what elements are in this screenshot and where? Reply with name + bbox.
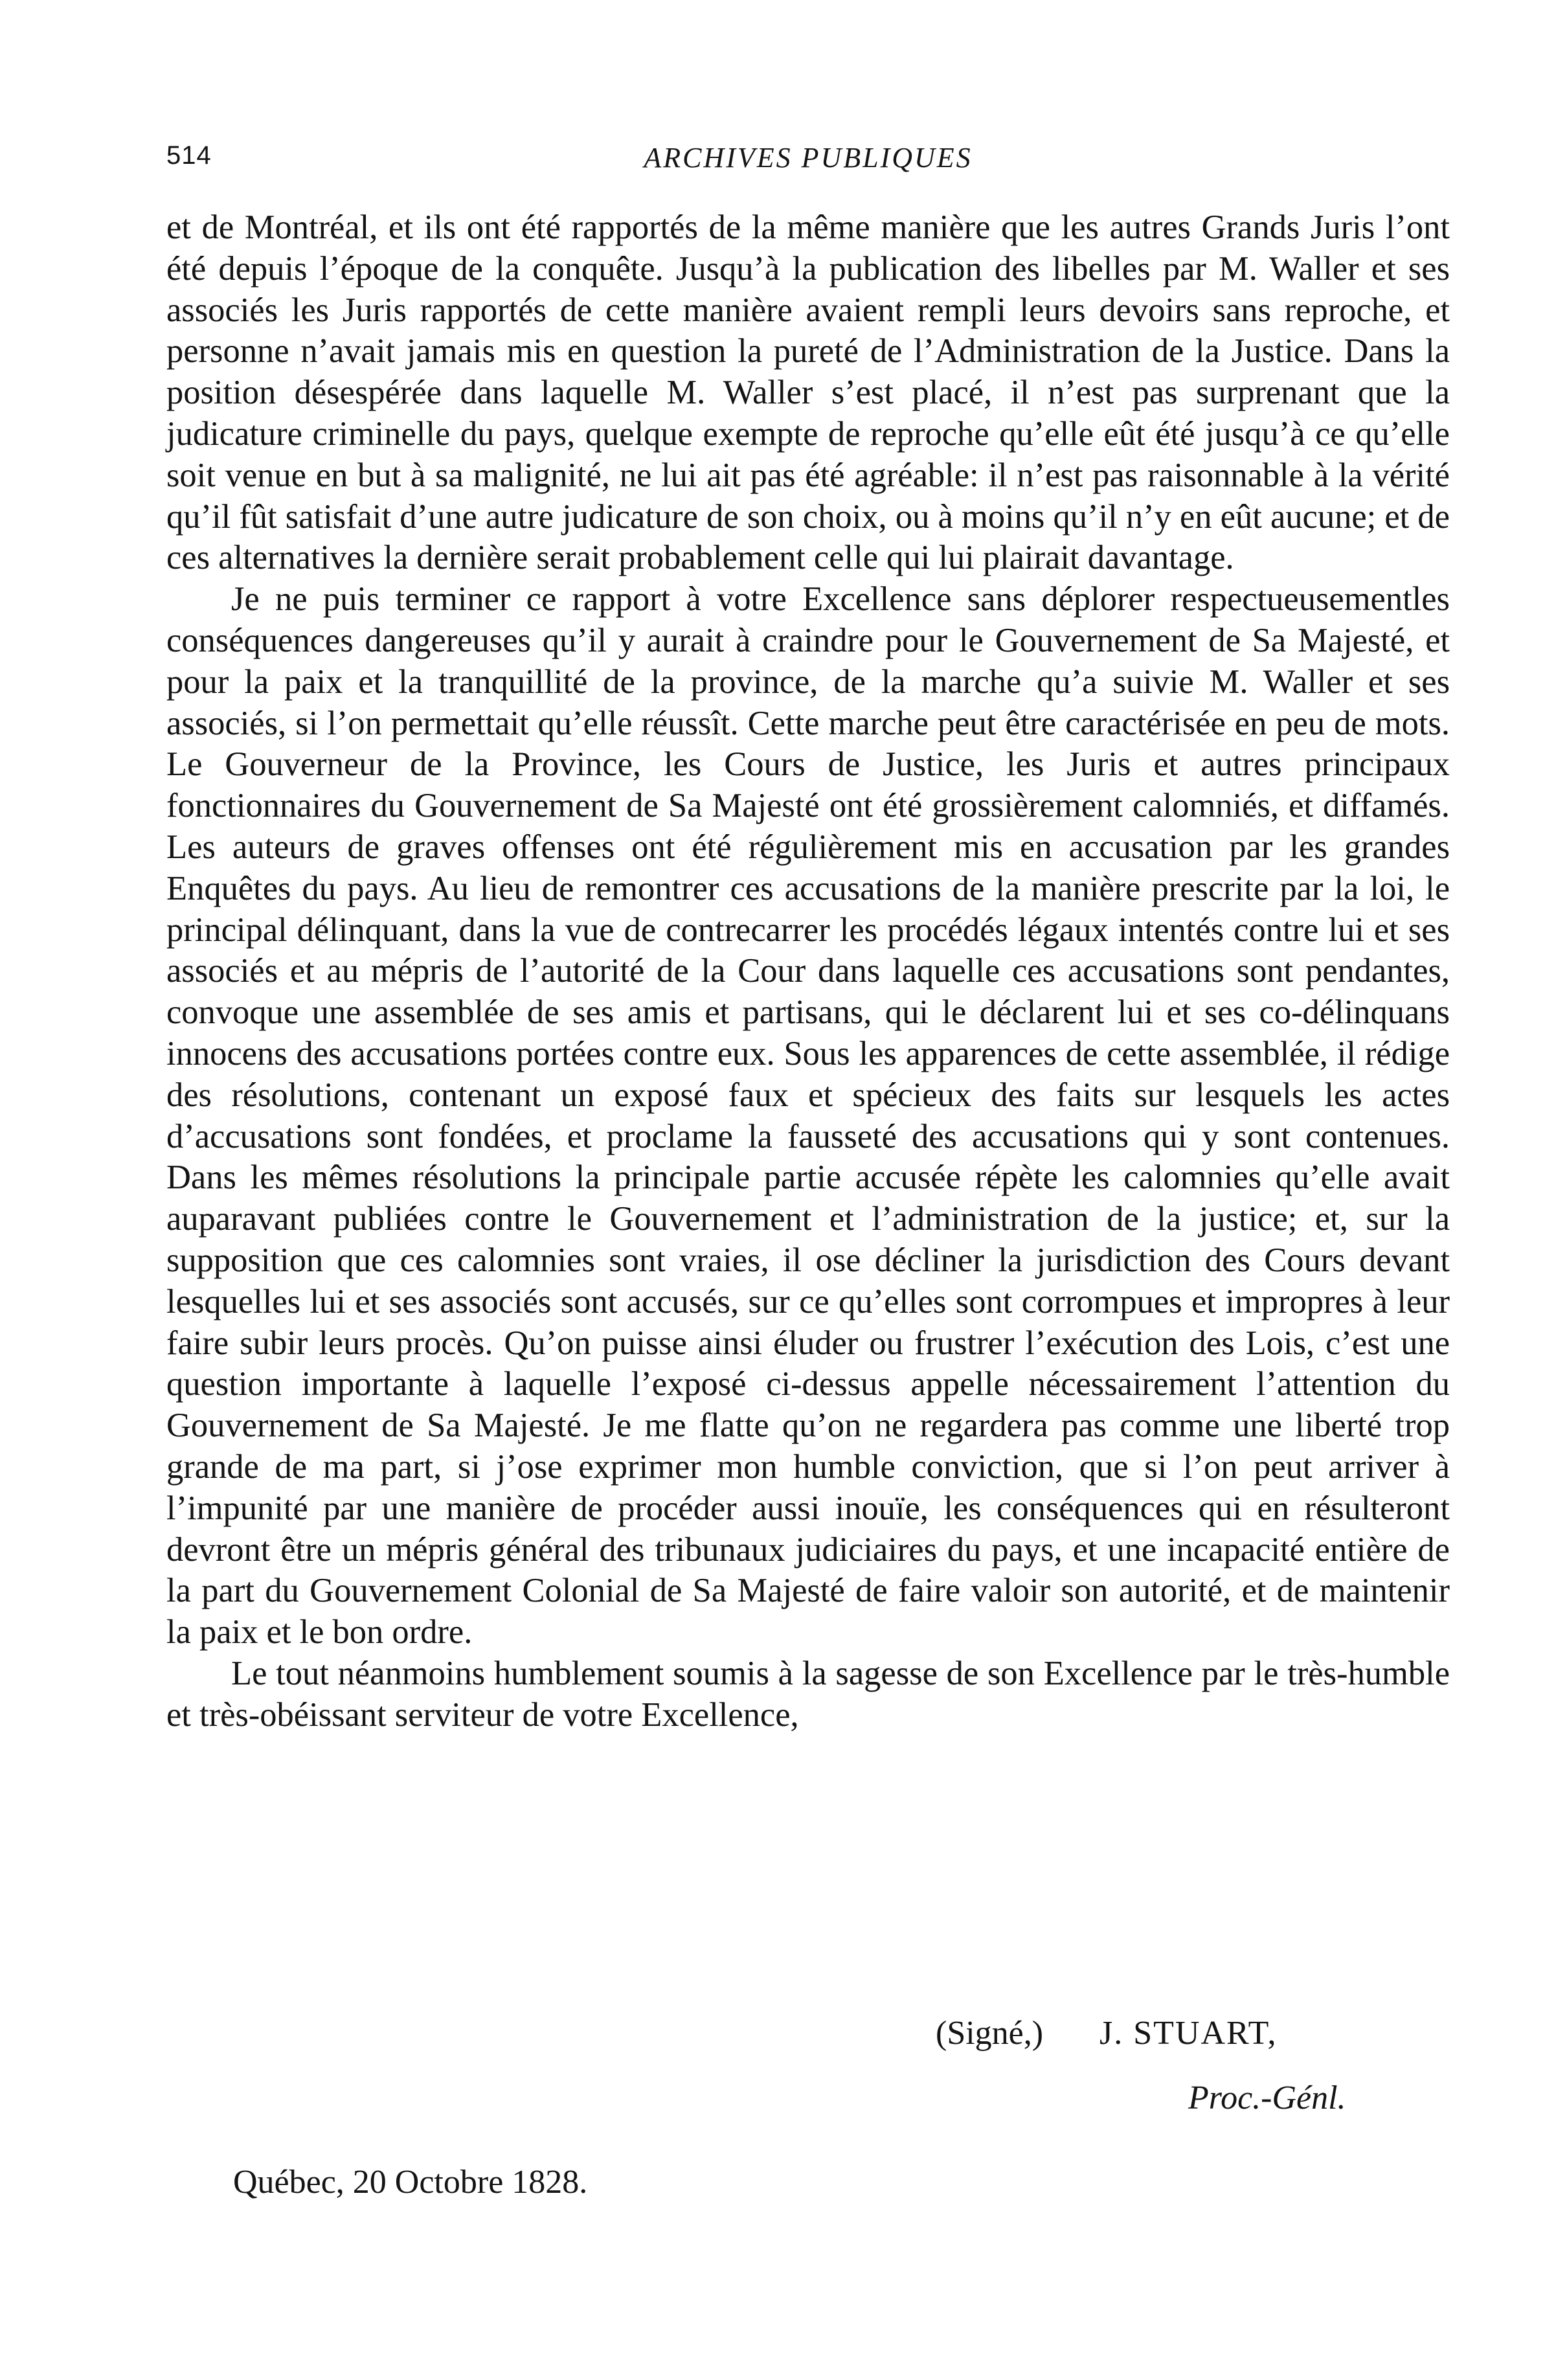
- signature-label: (Signé,): [936, 2015, 1044, 2052]
- body-text: [166, 207, 1450, 1736]
- signatory-name: J. STUART,: [1099, 2015, 1278, 2052]
- paragraph-closing: Le tout néanmoins humblement soumis à la sagesse de son Excellence par le très-humble et très-obéissant serviteur de votre Excellence,: [166, 1654, 1450, 1734]
- signatory-title: Proc.-Génl.: [1188, 2080, 1346, 2116]
- page-header: [166, 141, 1450, 180]
- place-date: Québec, 20 Octobre 1828.: [233, 2164, 588, 2201]
- paragraph-report-conclusion: Je ne puis terminer ce rapport à votre Excellence sans déplorer respectueusementles conséquences dangereuses qu’il y aurait à craindre pour le Gouvernement de Sa Majesté, et pour la paix et la tranquillité de la province, de la marche qu’a suivie M. Waller et ses associés, si l’on permettait qu’elle réussît. Cette marche peut être caractérisée en peu de mots. Le Gouverneur de la Province, les Cours de Justice, les Juris et autres principaux fonctionnaires du Gouvernement de Sa Majesté ont été grossièrement calomniés, et diffamés. Les auteurs de graves offenses ont été régulièrement mis en accusation par les grandes Enquêtes du pays. Au lieu de remontrer ces accusations de la manière prescrite par la loi, le principal délinquant, dans la vue de contrecarrer les procédés légaux intentés contre lui et ses associés et au mépris de l’autorité de la Cour dans laquelle ces accusations sont pendantes, convoque une assemblée de ses amis et partisans, qui le déclarent lui et ses co-délinquans innocens des accusations portées contre eux. Sous les apparences de cette assemblée, il rédige des résolutions, contenant un exposé faux et spécieux des faits sur lesquels les actes d’accusations sont fondées, et proclame la fausseté des accusations qui y sont contenues. Dans les mêmes résolutions la principale partie accusée répète les calomnies qu’elle avait auparavant publiées contre le Gouvernement et l’administration de la justice; et, sur la supposition que ces calomnies sont vraies, il ose décliner la jurisdiction des Cours devant lesquelles lui et ses associés sont accusés, sur ce qu’elles sont corrompues et impropres à leur faire subir leurs procès. Qu’on puisse ainsi éluder ou frustrer l’exécution des Lois, c’est une question importante à laquelle l’exposé ci-dessus appelle nécessairement l’attention du Gouvernement de Sa Majesté. Je me flatte qu’on ne regardera pas comme une liberté trop grande de ma part, si j’ose exprimer mon humble conviction, que si l’on peut arriver à l’impunité par une manière de procéder aussi inouïe, les conséquences qui en résulteront devront être un mépris général des tribunaux judiciaires du pays, et une incapacité entière de la part du Gouvernement Colonial de Sa Majesté de faire valoir son autorité, et de maintenir la paix et le bon ordre.: [166, 580, 1450, 1651]
- running-title: ARCHIVES PUBLIQUES: [644, 142, 973, 174]
- paragraph-continuation: et de Montréal, et ils ont été rapportés de la même manière que les autres Grands Juris l’ont été depuis l’époque de la conquête. Jusqu’à la publication des libelles par M. Waller et ses associés les Juris rapportés de cette manière avaient rempli leurs devoirs sans reproche, et personne n’avait jamais mis en question la pureté de l’Administration de la Justice. Dans la position désespérée dans laquelle M. Waller s’est placé, il n’est pas surprenant que la judicature criminelle du pays, quelque exempte de reproche qu’elle eût été jusqu’à ce qu’elle soit venue en but à sa malignité, ne lui ait pas été agréable: il n’est pas raisonnable à la vérité qu’il fût satisfait d’une autre judicature de son choix, ou à moins qu’il n’y en eût aucune; et de ces alternatives la dernière serait probablement celle qui lui plairait davantage.: [166, 209, 1450, 577]
- page-number: 514: [166, 141, 212, 170]
